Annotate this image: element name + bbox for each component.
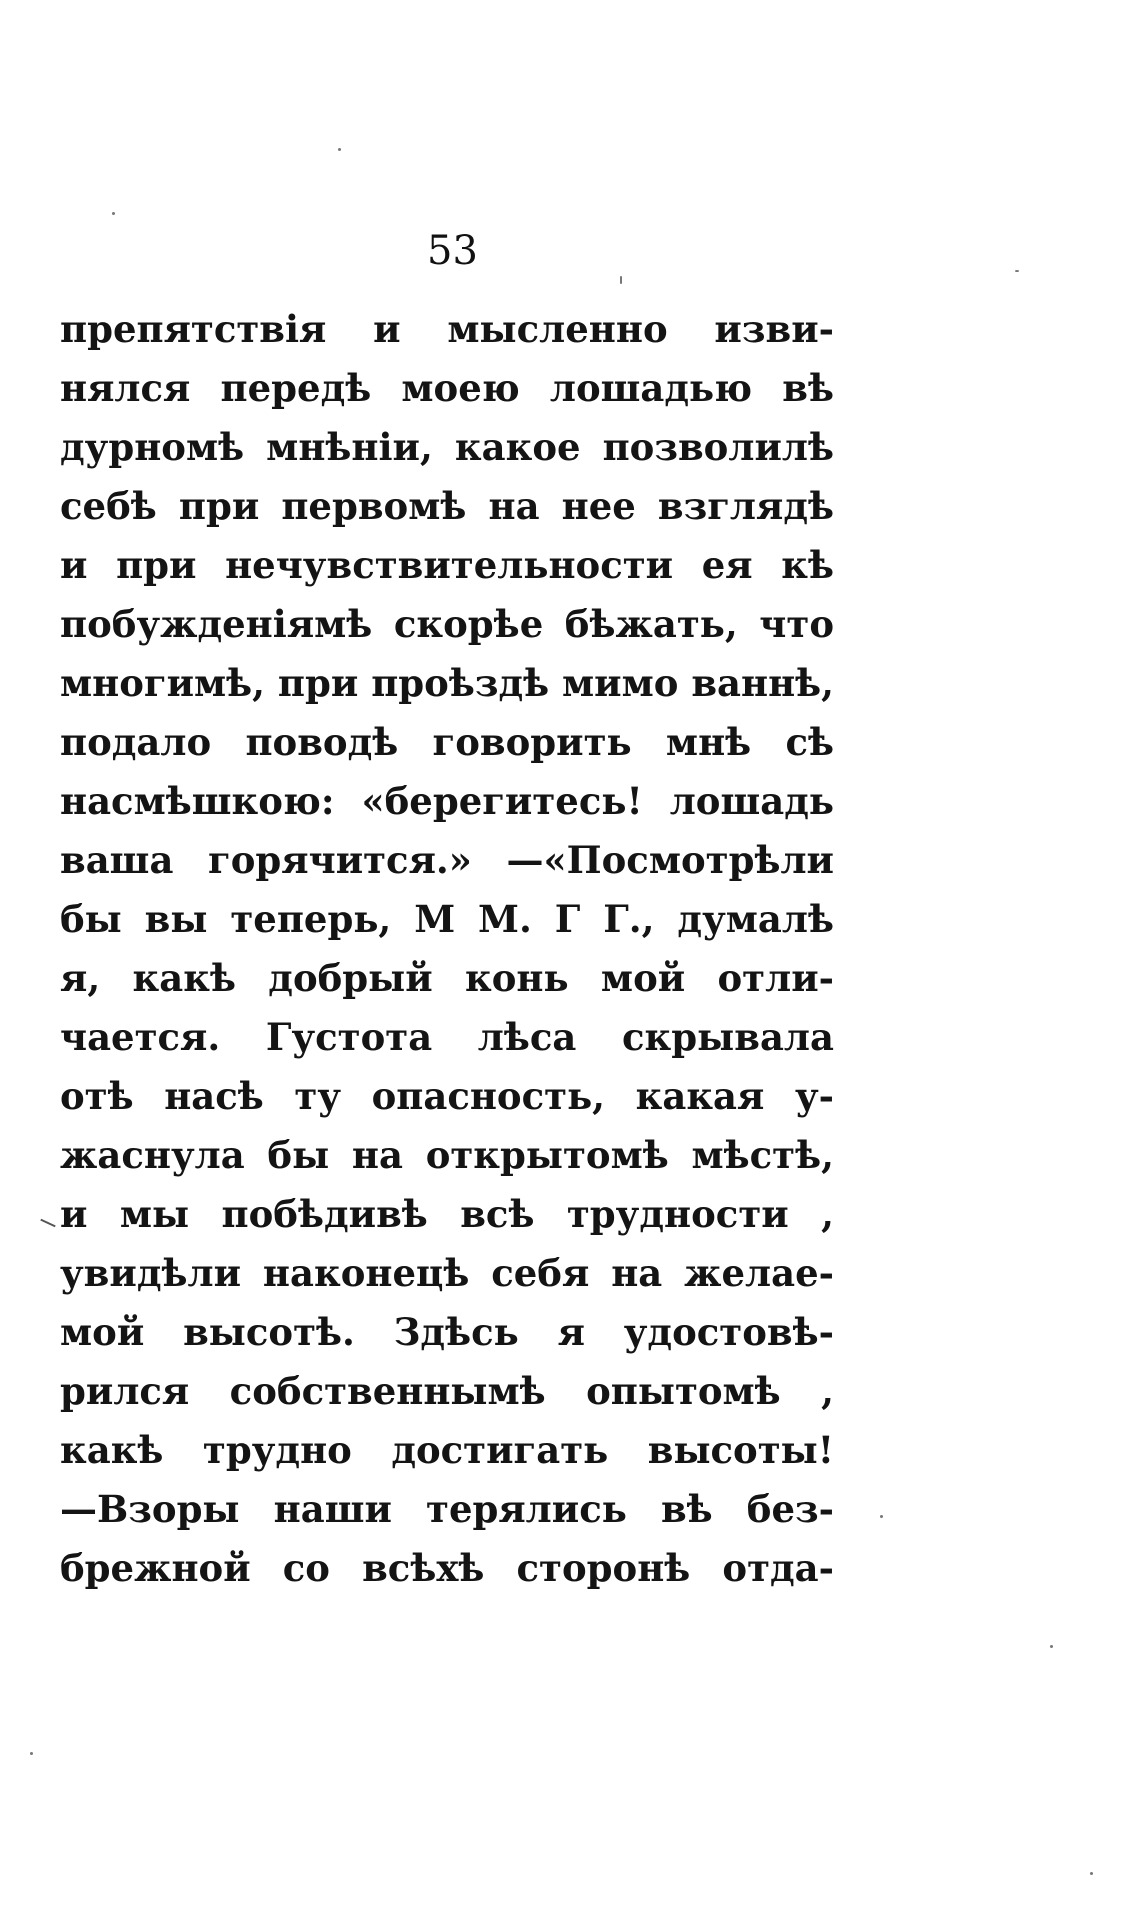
page-number: 53 [427, 228, 478, 274]
paper-speck [1090, 1872, 1093, 1875]
text-line: насмѣшкою: «берегитесь! лошадь [60, 779, 834, 823]
text-line: подало поводѣ говорить мнѣ сѣ [60, 720, 834, 764]
text-line: отѣ насѣ ту опасность, какая у- [60, 1074, 834, 1118]
text-line: рился собственнымѣ опытомѣ , [60, 1369, 834, 1413]
text-line: и при нечувствительности ея кѣ [60, 543, 834, 587]
text-line: увидѣли наконецѣ себя на желае- [60, 1251, 834, 1295]
paper-speck [1015, 270, 1019, 272]
paper-speck [338, 148, 341, 151]
body-text [60, 300, 834, 1598]
paper-speck [620, 276, 622, 284]
margin-pen-mark [40, 1219, 55, 1228]
text-line: бы вы теперь, М М. Г Г., думалѣ [60, 897, 834, 941]
text-line: —Взоры наши терялись вѣ без- [60, 1487, 834, 1531]
text-line: ваша горячится.» —«Посмотрѣли [60, 838, 834, 882]
text-line: какѣ трудно достигать высоты! [60, 1428, 834, 1472]
text-line: побужденіямѣ скорѣе бѣжать, что [60, 602, 834, 646]
text-line: я, какѣ добрый конь мой отли- [60, 956, 834, 1000]
text-line: препятствія и мысленно изви- [60, 307, 834, 351]
text-line: себѣ при первомѣ на нее взглядѣ [60, 484, 834, 528]
paper-speck [30, 1752, 33, 1755]
paper-speck [1050, 1645, 1053, 1648]
paper-speck [880, 1515, 883, 1518]
text-line: мой высотѣ. Здѣсь я удостовѣ- [60, 1310, 834, 1354]
paper-speck [112, 212, 115, 215]
text-line: дурномѣ мнѣніи, какое позволилѣ [60, 425, 834, 469]
text-line: жаснула бы на открытомѣ мѣстѣ, [60, 1133, 834, 1177]
text-line: и мы побѣдивѣ всѣ трудности , [60, 1192, 834, 1236]
text-line: брежной со всѣхѣ сторонѣ отда- [60, 1546, 834, 1590]
text-line: чается. Густота лѣса скрывала [60, 1015, 834, 1059]
text-line: нялся передѣ моею лошадью вѣ [60, 366, 834, 410]
text-line: многимѣ, при проѣздѣ мимо ваннѣ, [60, 661, 834, 705]
